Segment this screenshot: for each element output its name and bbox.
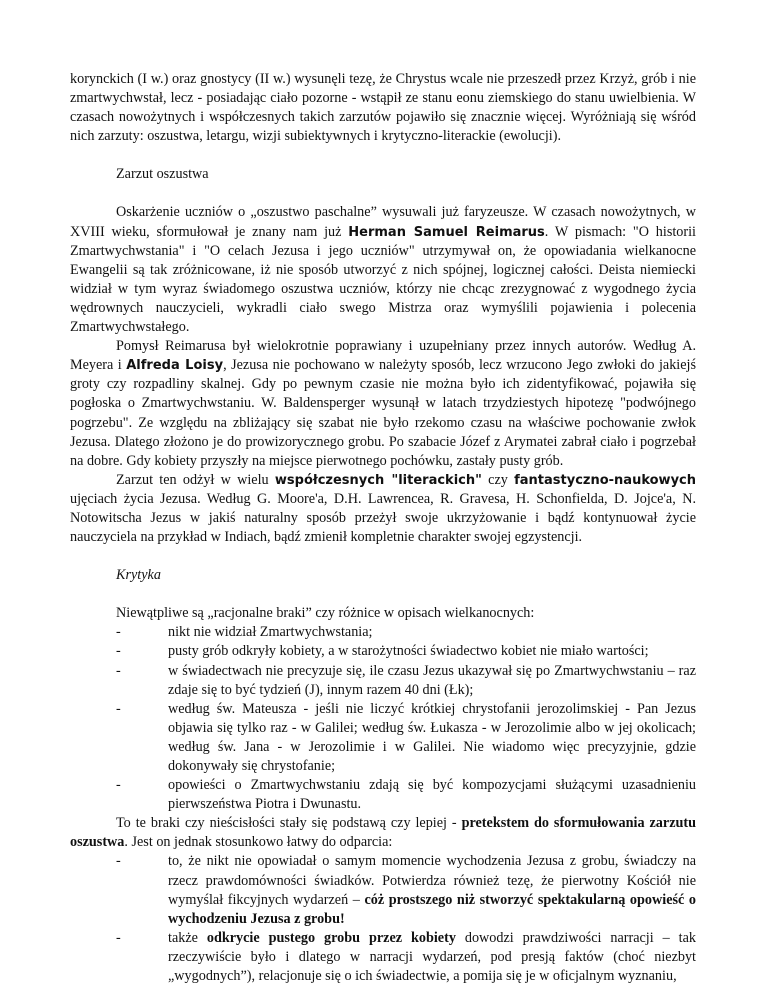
bold-name-loisy: Alfreda Loisy	[126, 358, 224, 374]
loisy-paragraph	[70, 337, 696, 471]
bullet-dash: -	[116, 624, 121, 641]
text-run: Zarzut ten odżył w wielu	[116, 471, 275, 488]
pretext-paragraph	[70, 814, 696, 852]
list-item	[70, 852, 696, 928]
bullet-dash: -	[116, 777, 121, 794]
section-heading-zarzut-oszustwa: Zarzut oszustwa	[116, 166, 209, 183]
list-item-text: według św. Mateusza - jeśli nie liczyć krótkiej chrystofanii jerozolimskiej - Pan Jezus objawia się tylko raz - w Galilei; według św. Łukasza - w Jerozolimie albo w jej okolicach; według św. Jana - w Jerozolimie i w Galilei. Nie wiadomo więc precyzyjnie, gdzie dokonywały się chrystofanie;	[168, 700, 696, 774]
list-item-text: nikt nie widział Zmartwychwstania;	[168, 624, 373, 641]
text-run: dowodzi prawdziwości narracji – tak rzeczywiście było i dlatego w narracji wydarzeń, pod presją faktów (choć niezbyt „wygodnych”), relacjonuje się o ich świadectwie, a pomija się je w oficjalnym wyznaniu,	[168, 929, 696, 985]
text-run: , Jezusa nie pochowano w należyty sposób, lecz wrzucono Jego zwłoki do jakiejś groty czy rozpadliny skalnej. Gdy po pewnym czasie nie można było ich zidentyfikować, pojawiła się pogłoska o Zmartwychwstaniu. W. Baldensperger wysunął w latach trzydziestych hipotezę "podwójnego pogrzebu". Ze względu na zbliżający się szabat nie było rzekomo czasu na właściwe pochowanie zwłok Jezusa. Dlatego złożono je do prowizorycznego grobu. Po szabacie Józef z Arymatei zabrał ciało i pogrzebał na dobre. Gdy kobiety przyszły na miejsce pierwotnego pochówku, zastały pusty grób.	[70, 357, 696, 469]
bullet-dash: -	[116, 853, 121, 870]
list-item	[70, 776, 696, 814]
text-run: Pomysł Reimarusa był wielokrotnie poprawiany i uzupełniany przez innych autorów. Według A. Meyera i	[70, 338, 696, 374]
modern-variants-paragraph	[70, 471, 696, 547]
document-page	[70, 70, 696, 986]
text-run: . Jest on jednak stosunkowo łatwy do odparcia:	[124, 834, 393, 851]
list-item-text: w świadectwach nie precyzuje się, ile czasu Jezus ukazywał się po Zmartwychwstaniu – raz zdaje się to być tydzień (J), innym razem 40 dni (Łk);	[168, 662, 696, 698]
bullet-dash: -	[116, 700, 121, 717]
text-run: także	[168, 929, 207, 946]
list-item	[70, 929, 696, 986]
list-item-text: opowieści o Zmartwychwstaniu zdają się być kompozycjami służącymi uzasadnieniu pierwszeństwa Piotra i Dwunastu.	[168, 777, 696, 813]
text-run: . W pismach: "O historii Zmartwychwstania" i "O celach Jezusa i jego uczniów" utrzymywał on, że opowiadania wielkanocne Ewangelii są tak zróżnicowane, iż nie sposób utworzyć z nich spójnej, logicznej całości. Deista niemiecki widział w tym wyraz świadomego oszustwa uczniów, którzy nie chcąc zrezygnować z wygodnego życia wędrownych nauczycieli, wykradli ciało swego Mistrza oraz wymyślili pojawienia i polecenia Zmartwychwstałego.	[70, 223, 696, 336]
intro-paragraph: korynckich (I w.) oraz gnostycy (II w.) wysunęli tezę, że Chrystus wcale nie przeszedł przez Krzyż, grób i nie zmartwychwstał, lecz - posiadając ciało pozorne - wstąpił ze stanu eonu ziemskiego do stanu uwielbienia. W czasach nowożytnych i współczesnych takich zarzutów pojawiło się znacznie więcej. Wyróżniają się wśród nich zarzuty: oszustwa, letargu, wizji subiektywnych i krytyczno-literackie (ewolucji).	[70, 71, 696, 145]
list-item	[70, 662, 696, 700]
list-item	[70, 642, 696, 661]
bold-phrase-empty-tomb: odkrycie pustego grobu przez kobiety	[206, 929, 456, 946]
text-run: czy	[481, 471, 515, 488]
list-item	[70, 700, 696, 776]
reimarus-paragraph	[70, 203, 696, 337]
bold-phrase-sci-fi: fantastyczno-naukowych	[514, 472, 696, 488]
bold-phrase-literary: współczesnych "literackich"	[274, 472, 482, 488]
critique-intro: Niewątpliwe są „racjonalne braki” czy różnice w opisach wielkanocnych:	[116, 605, 535, 622]
text-run: Oskarżenie uczniów o „oszustwo paschalne” wysuwali już faryzeusze. W czasach nowożytnych, w XVIII wieku, sformułował je znany nam już	[70, 204, 696, 240]
list-item-text: pusty grób odkryły kobiety, a w starożytności świadectwo kobiet nie miało wartości;	[168, 643, 649, 660]
bullet-dash: -	[116, 929, 121, 946]
text-run: ujęciach życia Jezusa. Według G. Moore'a, D.H. Lawrencea, R. Gravesa, H. Schonfielda, D. Jojce'a, N. Notowitscha Jezus w jakiś naturalny sposób przeżył swoje ukrzyżowanie i bądź kontynuował życie nauczyciela na przykład w Indiach, bądź zmienił kompletnie charakter swojej egzystencji.	[70, 490, 696, 546]
bullet-dash: -	[116, 662, 121, 679]
bullet-dash: -	[116, 643, 121, 660]
bold-name-reimarus: Herman Samuel Reimarus	[348, 224, 545, 240]
list-item	[70, 623, 696, 642]
text-run: to, że nikt nie opowiadał o samym momencie wychodzenia Jezusa z grobu, świadczy na rzecz prawdomówności świadków. Potwierdza również tezę, że pierwotny Kościół nie wymyślał fikcyjnych wydarzeń –	[168, 853, 696, 908]
text-run: To te braki czy nieścisłości stały się podstawą czy lepiej -	[116, 815, 462, 832]
section-heading-krytyka: Krytyka	[116, 567, 161, 584]
bold-phrase-spectacular: cóż prostszego niż stworzyć spektakularną opowieść o wychodzeniu Jezusa z grobu!	[168, 891, 697, 927]
bold-phrase-pretext: pretekstem do sformułowania zarzutu oszustwa	[70, 815, 696, 851]
